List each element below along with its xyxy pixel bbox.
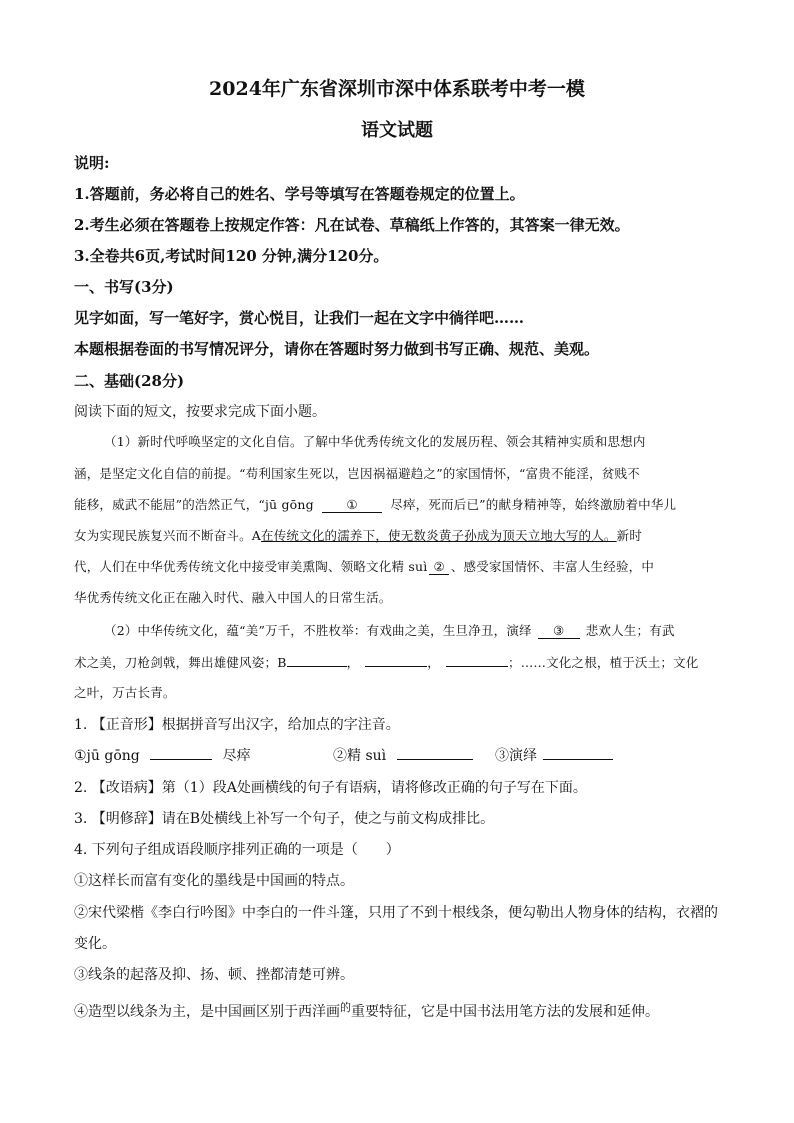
question-4: 4. 下列句子组成语段顺序排列正确的一项是（ ） <box>74 842 400 858</box>
passage-text: （2）中华传统文化，蕴“美”万千，不胜枚举：有戏曲之美，生旦净丑，演绎 <box>104 623 532 638</box>
question-1-options <box>74 745 251 765</box>
instruction-item: 2.考生必须在答题卷上按规定作答：凡在试卷、草稿纸上作答的，其答案一律无效。 <box>74 216 630 234</box>
q4-item: 变化。 <box>74 936 116 952</box>
question-1: 1. 【正音形】根据拼音写出汉字，给加点的字注音。 <box>74 717 400 733</box>
passage-line <box>74 652 699 671</box>
separator: ， <box>427 655 440 670</box>
option-b-label: ②精 suì <box>333 748 387 764</box>
option-a-label: ①jū gōng <box>74 748 140 764</box>
pinyin-text: 能移，威武不能屈”的浩然正气，“jū gōng <box>74 497 314 512</box>
q4-item <box>74 1001 659 1021</box>
exam-subtitle: 语文试题 <box>361 120 433 141</box>
passage-line <box>74 526 642 544</box>
separator: ， <box>346 655 360 670</box>
passage-line <box>74 495 676 513</box>
passage-line: 之叶，万古长青。 <box>74 685 176 700</box>
q4-item: ②宋代梁楷《李白行吟图》中李白的一件斗篷，只用了不到十根线条，便勾勒出人物身体的结构，衣褶的 <box>74 905 718 921</box>
question-2: 2. 【改语病】第（1）段A处画横线的句子有语病，请将修改正确的句子写在下面。 <box>74 780 587 796</box>
blank-b-1 <box>287 652 347 667</box>
passage-line: 华优秀传统文化正在融入时代、融入中国人的日常生活。 <box>74 590 392 605</box>
question-3: 3. 【明修辞】请在B处横线上补写一个句子，使之与前文构成排比。 <box>74 811 495 827</box>
passage-text: 术之美，刀枪剑戟，舞出雄健风姿；B <box>74 655 287 670</box>
passage-line <box>104 621 675 639</box>
instructions-heading: 说明: <box>74 154 110 172</box>
passage-text: 女为实现民族复兴而不断奋斗。A <box>74 528 262 543</box>
blank-b-2 <box>365 652 427 667</box>
blank-3: ③ <box>538 623 580 639</box>
passage-text: 悲欢人生；有武 <box>585 623 675 638</box>
q4-item-text: 重要特征，它是中国书法用笔方法的发展和延伸。 <box>351 1004 659 1020</box>
q4-item-text: ④造型以线条为主，是中国画区别于西洋画 <box>74 1004 340 1020</box>
option-a-rest: 尽瘁 <box>222 748 251 764</box>
exam-title: 2024年广东省深圳市深中体系联考中考一模 <box>209 78 585 100</box>
passage-text: 、感受家国情怀、丰富人生经验，中 <box>450 559 655 574</box>
answer-blank-b[interactable] <box>397 745 473 760</box>
section-text: 本题根据卷面的书写情况评分，请你在答题时努力做到书写正确、规范、美观。 <box>74 340 600 358</box>
passage-line: 涵，是坚定文化自信的前提。“苟利国家生死以，岂因祸福避趋之”的家国情怀，“富贵不能淫，贫贱不 <box>74 466 640 481</box>
blank-b-3 <box>446 652 508 667</box>
instruction-item: 3.全卷共6页,考试时间120 分钟,满分120分。 <box>74 247 389 265</box>
passage-line <box>74 557 654 575</box>
section-heading: 二、基础(28分) <box>74 372 185 390</box>
option-c <box>495 745 613 765</box>
reading-intro: 阅读下面的短文，按要求完成下面小题。 <box>74 404 326 420</box>
passage-text: 新时 <box>616 528 643 543</box>
q4-item: ①这样长而富有变化的墨线是中国画的特点。 <box>74 873 354 889</box>
blank-1: ① <box>322 497 382 513</box>
blank-2: ② <box>429 559 448 575</box>
passage-text: 代，人们在中华优秀传统文化中接受审美熏陶、领略文化精 suì <box>74 559 428 574</box>
passage-text: 尽瘁，死而后已”的献身精神等，始终激励着中华儿 <box>390 497 677 512</box>
answer-blank-c[interactable] <box>543 745 613 760</box>
option-b <box>333 745 473 765</box>
answer-blank-a[interactable] <box>150 745 212 760</box>
option-c-label: ③演绎 <box>495 748 537 764</box>
section-text: 见字如面，写一笔好字，赏心悦目，让我们一起在文字中徜徉吧…… <box>74 309 525 327</box>
q4-item-superscript: 的 <box>340 1001 351 1014</box>
passage-line: （1）新时代呼唤坚定的文化自信。了解中华优秀传统文化的发展历程、领会其精神实质和思想内 <box>104 434 646 449</box>
section-heading: 一、书写(3分) <box>74 278 174 296</box>
q4-item: ③线条的起落及抑、扬、顿、挫都清楚可辨。 <box>74 967 354 983</box>
passage-text: ；……文化之根，植于沃土；文化 <box>508 655 699 670</box>
underlined-sentence-a: 在传统文化的濡养下，使无数炎黄子孙成为顶天立地大写的人。 <box>261 528 617 543</box>
instruction-item: 1.答题前，务必将自己的姓名、学号等填写在答题卷规定的位置上。 <box>74 185 525 203</box>
